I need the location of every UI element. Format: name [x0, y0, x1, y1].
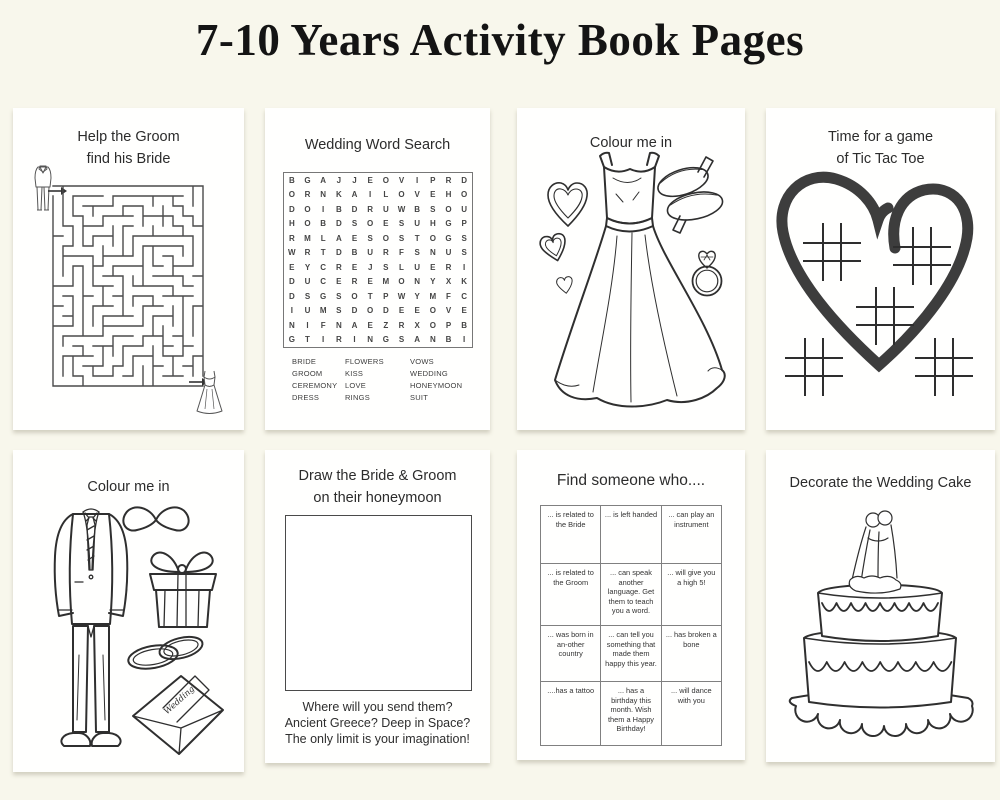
word-search-letter: B: [320, 219, 327, 229]
word-search-letter: D: [351, 306, 358, 316]
word-search-letter: S: [336, 306, 342, 316]
word-search-letter: U: [414, 262, 421, 272]
word-search-letter: G: [288, 335, 295, 345]
word-search-letter: H: [288, 219, 295, 229]
bingo-cell: ... has broken a bone: [661, 626, 721, 682]
word-search-letter: S: [414, 248, 420, 258]
word-search-letter: R: [288, 233, 295, 243]
bingo-cell: ... will dance with you: [661, 682, 721, 746]
word-search-letter: U: [382, 204, 389, 214]
word-search-letter: N: [367, 335, 374, 345]
word-search-letter: O: [398, 190, 405, 200]
card-word-search-title: Wedding Word Search: [304, 137, 451, 153]
word-search-grid: [283, 172, 473, 348]
word-search-letter: G: [445, 219, 452, 229]
word-search-letter: U: [304, 277, 311, 287]
word-search-letter: C: [461, 291, 468, 301]
word-list-item: CEREMONY: [292, 381, 338, 390]
word-search-letter: N: [414, 277, 421, 287]
word-search-letter: B: [445, 335, 452, 345]
word-search-letter: E: [367, 175, 373, 185]
word-search-letter: O: [461, 190, 468, 200]
word-search-letter: G: [304, 175, 311, 185]
groom-suit-illustration: [13, 450, 244, 772]
word-list-item: KISS: [345, 369, 364, 378]
word-search-letter: E: [430, 262, 436, 272]
word-search-letter: O: [382, 233, 389, 243]
word-search-letter: D: [288, 277, 295, 287]
word-search-letter: R: [304, 190, 311, 200]
word-search-letter: O: [429, 233, 436, 243]
word-search-letter: A: [351, 190, 358, 200]
word-list-item: RINGS: [345, 393, 371, 402]
word-search-letter: O: [429, 320, 436, 330]
word-search-letter: P: [461, 219, 467, 229]
word-list-item: SUIT: [410, 393, 429, 402]
word-list-column: [345, 356, 410, 404]
word-search-letter: S: [398, 219, 405, 229]
card-colour-suit: [13, 450, 244, 772]
card-draw-honeymoon-title: [265, 465, 490, 509]
word-search-letter: B: [288, 175, 295, 185]
word-search-letter: K: [461, 277, 468, 287]
word-search-letter: D: [335, 219, 342, 229]
word-search-letter: I: [463, 262, 466, 272]
word-search-letter: G: [320, 291, 327, 301]
card-find-someone-title: Find someone who....: [556, 472, 706, 489]
word-search-letter: E: [367, 277, 373, 287]
word-search-letter: N: [320, 190, 327, 200]
word-search-letter: Y: [304, 262, 311, 272]
word-search-letter: H: [429, 219, 436, 229]
card-colour-suit-title: Colour me in: [87, 479, 170, 495]
bingo-cell: ... can tell you something that made them happy this year.: [601, 626, 661, 682]
bingo-cell: ....has a tattoo: [541, 682, 601, 746]
word-search-letter: U: [445, 248, 452, 258]
maze-illustration: [53, 186, 203, 386]
word-search-letter: E: [383, 219, 389, 229]
word-search-letter: C: [320, 262, 327, 272]
word-search-letter: C: [320, 277, 327, 287]
card-tic-tac-toe: [766, 108, 995, 430]
word-search-letter: N: [429, 248, 436, 258]
word-search-letter: S: [336, 291, 342, 301]
word-search-letter: T: [367, 291, 373, 301]
heart-tic-tac-toe-illustration: [766, 108, 995, 430]
word-search-letter: B: [414, 204, 421, 214]
word-search-letter: S: [383, 262, 389, 272]
card-word-search: [265, 108, 490, 430]
title-line: Help the Groom: [77, 129, 180, 145]
word-search-letter: I: [322, 204, 325, 214]
word-search-letter: S: [461, 233, 467, 243]
word-search-letter: F: [320, 320, 326, 330]
word-search-letter: E: [398, 306, 405, 316]
word-search-letter: S: [304, 291, 311, 301]
word-list-item: HONEYMOON: [410, 381, 463, 390]
bingo-cell: ... is related to the Groom: [541, 564, 601, 626]
word-search-letter: D: [335, 248, 342, 258]
word-search-letter: R: [335, 335, 342, 345]
word-search-letter: E: [351, 233, 358, 243]
card-draw-honeymoon: [265, 450, 490, 763]
word-search-letter: L: [399, 262, 404, 272]
word-search-letter: P: [383, 291, 389, 301]
word-search-letter: M: [429, 291, 437, 301]
title-line: Draw the Bride & Groom: [298, 468, 457, 484]
word-list-item: WEDDING: [410, 369, 448, 378]
word-search-letter: N: [429, 335, 436, 345]
word-search-letter: T: [305, 335, 310, 345]
word-search-letter: U: [414, 219, 421, 229]
bingo-cell: ... can play an instrument: [661, 506, 721, 564]
word-search-letter: D: [461, 175, 468, 185]
word-search-letter: S: [398, 233, 405, 243]
word-search-letter: Y: [414, 291, 420, 301]
word-list-item: LOVE: [345, 381, 367, 390]
honeymoon-caption: [265, 699, 490, 747]
word-search-letter: M: [319, 306, 327, 316]
word-search-letter: O: [304, 204, 311, 214]
word-search-letter: N: [335, 320, 342, 330]
word-search-letter: O: [382, 175, 389, 185]
word-search-letter: U: [367, 248, 374, 258]
word-search-letter: I: [353, 335, 356, 345]
word-search-letter: X: [414, 320, 420, 330]
word-search-letter: L: [383, 190, 389, 200]
word-search-letter: R: [445, 262, 452, 272]
word-search-word-list: [292, 356, 462, 404]
word-search-letter: U: [461, 204, 468, 214]
word-search-letter: S: [398, 335, 405, 345]
word-search-letter: E: [367, 320, 373, 330]
word-search-letter: O: [288, 190, 295, 200]
word-search-letter: E: [336, 277, 342, 287]
word-search-letter: F: [399, 248, 404, 258]
bride-dress-icon: [196, 369, 223, 416]
word-list-item: FLOWERS: [345, 357, 384, 366]
title-line: of Tic Tac Toe: [836, 151, 925, 167]
word-search-letter: O: [445, 204, 452, 214]
word-search-letter: I: [290, 306, 293, 316]
word-search-letter: S: [351, 219, 358, 229]
title-line: on their honeymoon: [313, 490, 442, 506]
word-search-letter: R: [382, 248, 389, 258]
title-line: find his Bride: [86, 151, 171, 167]
envelope-card-label: Wedding: [162, 684, 197, 717]
word-list-item: VOWS: [410, 357, 434, 366]
word-search-letter: A: [351, 320, 358, 330]
word-search-letter: J: [336, 175, 342, 185]
word-search-letter: E: [461, 306, 467, 316]
word-search-letter: R: [351, 277, 358, 287]
bingo-cell: ... has a birthday this month. Wish them a Happy Birthday!: [601, 682, 661, 746]
word-search-letter: I: [322, 335, 325, 345]
word-list-item: GROOM: [292, 369, 323, 378]
word-search-letter: M: [304, 233, 311, 243]
word-search-letter: I: [463, 335, 466, 345]
word-search-letter: D: [288, 291, 295, 301]
wedding-dress-illustration: [517, 108, 745, 430]
drawing-box: [285, 515, 472, 691]
word-search-letter: Z: [383, 320, 389, 330]
word-search-letter: O: [398, 277, 405, 287]
word-search-letter: B: [461, 320, 468, 330]
word-search-letter: W: [397, 204, 406, 214]
card-find-someone: [517, 450, 745, 760]
word-search-letter: W: [288, 248, 296, 258]
word-search-letter: A: [414, 335, 421, 345]
word-search-letter: E: [430, 190, 436, 200]
bingo-cell: ... can speak another language. Get them to teach you a word.: [601, 564, 661, 626]
word-search-letter: I: [306, 320, 309, 330]
word-search-letter: Y: [430, 277, 436, 287]
word-search-letter: R: [398, 320, 405, 330]
word-search-letter: N: [288, 320, 295, 330]
word-search-letter: R: [304, 248, 311, 258]
bingo-cell: ... is left handed: [601, 506, 661, 564]
card-colour-dress: [517, 108, 745, 430]
caption-line: The only limit is your imagination!: [285, 732, 470, 746]
word-search-letter: W: [397, 291, 406, 301]
word-search-letter: V: [445, 306, 452, 316]
word-search-letter: R: [335, 262, 342, 272]
word-search-letter: S: [367, 233, 373, 243]
word-search-letter: B: [351, 248, 358, 258]
word-search-letter: S: [461, 248, 467, 258]
word-search-letter: L: [320, 233, 326, 243]
wedding-cake-illustration: [766, 450, 995, 762]
word-search-letter: R: [445, 175, 452, 185]
word-search-letter: V: [414, 190, 420, 200]
word-list-column: [410, 356, 462, 404]
word-search-letter: P: [430, 175, 436, 185]
word-search-letter: O: [367, 219, 374, 229]
word-search-letter: O: [304, 219, 311, 229]
bingo-cell: ... is related to the Bride: [541, 506, 601, 564]
card-maze: [13, 108, 244, 430]
bingo-cell: ... was born in an-other country: [541, 626, 601, 682]
word-search-letter: E: [289, 262, 295, 272]
word-search-letter: O: [367, 306, 374, 316]
word-search-letter: E: [351, 262, 358, 272]
word-search-letter: D: [382, 306, 389, 316]
word-search-letter: A: [320, 175, 327, 185]
word-search-letter: E: [414, 306, 420, 316]
word-search-letter: F: [446, 291, 451, 301]
word-search-letter: A: [335, 233, 342, 243]
title-line: Time for a game: [827, 129, 934, 145]
word-search-letter: B: [335, 204, 342, 214]
caption-line: Ancient Greece? Deep in Space?: [284, 716, 471, 730]
word-search-letter: H: [445, 190, 452, 200]
bingo-cell: ... will give you a high 5!: [661, 564, 721, 626]
word-search-letter: M: [382, 277, 390, 287]
word-search-letter: S: [430, 204, 436, 214]
word-search-letter: I: [369, 190, 372, 200]
find-someone-table: [540, 505, 722, 746]
word-search-letter: K: [335, 190, 342, 200]
word-search-letter: O: [351, 291, 358, 301]
word-search-letter: G: [445, 233, 452, 243]
word-search-letter: P: [445, 320, 452, 330]
page-title: 7-10 Years Activity Book Pages: [195, 15, 805, 65]
word-search-letter: T: [320, 248, 326, 258]
word-search-letter: D: [351, 204, 358, 214]
word-list-column: [292, 356, 345, 404]
card-colour-dress-title: Colour me in: [589, 135, 673, 151]
word-list-item: DRESS: [292, 393, 320, 402]
word-search-letter: D: [288, 204, 295, 214]
word-search-letter: R: [367, 204, 374, 214]
word-search-letter: J: [367, 262, 373, 272]
word-search-letter: J: [352, 175, 357, 185]
word-search-letter: X: [445, 277, 452, 287]
card-decorate-cake: [766, 450, 995, 762]
caption-line: Where will you send them?: [302, 700, 453, 714]
card-decorate-cake-title: Decorate the Wedding Cake: [789, 475, 972, 491]
word-search-letter: O: [429, 306, 436, 316]
word-search-letter: I: [416, 175, 419, 185]
word-search-letter: V: [398, 175, 405, 185]
word-search-letter: T: [414, 233, 420, 243]
word-search-letter: U: [304, 306, 311, 316]
word-search-letter: G: [382, 335, 389, 345]
word-list-item: BRIDE: [292, 357, 317, 366]
